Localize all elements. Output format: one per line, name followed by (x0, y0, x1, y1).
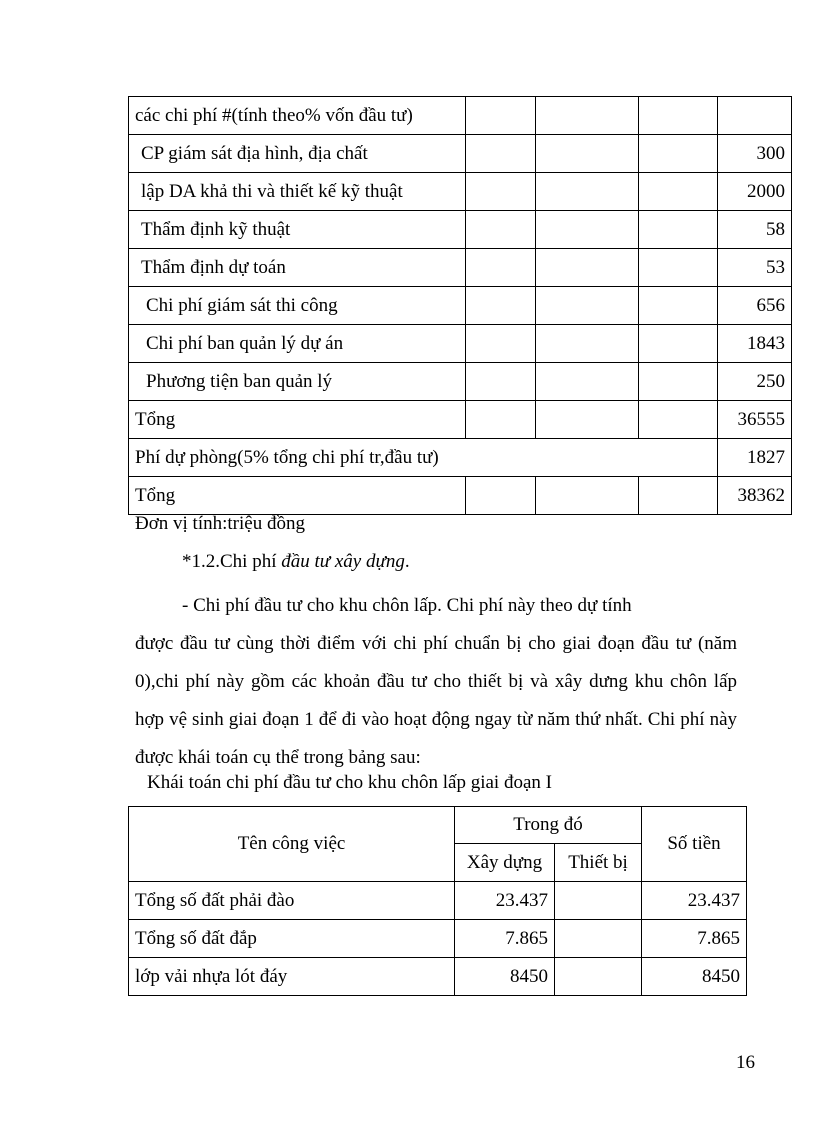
empty-cell (639, 249, 718, 287)
body-paragraph: - Chi phí đầu tư cho khu chôn lấp. Chi phí này theo dự tính được đầu tư cùng thời điểm với chi phí chuẩn bị cho giai đoạn đầu tư (năm 0),chi phí này gồm các khoản đầu tư cho thiết bị và xây dưng khu chôn lấp hợp vệ sinh giai đoạn 1 để đi vào hoạt động ngay từ năm thứ nhất. Chi phí này được khái toán cụ thể trong bảng sau: (135, 595, 737, 768)
empty-cell (536, 325, 639, 363)
empty-cell (466, 97, 536, 135)
empty-cell (536, 401, 639, 439)
unit-note: Đơn vị tính:triệu đồng (135, 513, 305, 534)
empty-cell (466, 325, 536, 363)
empty-cell (639, 477, 718, 515)
task-name: Tổng số đất phải đào (129, 882, 455, 920)
row-value: 1843 (718, 325, 792, 363)
header-equipment: Thiết bị (555, 844, 642, 882)
table-row (129, 97, 792, 135)
equipment-cost (555, 958, 642, 996)
empty-cell (466, 173, 536, 211)
empty-cell (536, 211, 639, 249)
amount: 23.437 (642, 882, 747, 920)
row-value: 58 (718, 211, 792, 249)
table-row (129, 958, 747, 996)
reserve-label: Phí dự phòng(5% tổng chi phí tr,đầu tư) (129, 439, 718, 477)
construction-cost: 7.865 (455, 920, 555, 958)
empty-cell (536, 287, 639, 325)
row-label: Tổng (129, 401, 466, 439)
grand-total-label: Tổng (129, 477, 466, 515)
table-row (129, 920, 747, 958)
row-label: lập DA khả thi và thiết kế kỹ thuật (129, 173, 466, 211)
empty-cell (639, 363, 718, 401)
task-name: lớp vải nhựa lót đáy (129, 958, 455, 996)
row-value: 656 (718, 287, 792, 325)
header-construction: Xây dựng (455, 844, 555, 882)
empty-cell (536, 363, 639, 401)
empty-cell (639, 401, 718, 439)
empty-cell (466, 135, 536, 173)
section-heading-emphasis: đầu tư xây dựng (281, 551, 405, 572)
construction-cost: 23.437 (455, 882, 555, 920)
row-value: 250 (718, 363, 792, 401)
row-label: Chi phí ban quản lý dự án (129, 325, 466, 363)
landfill-cost-table (128, 806, 747, 996)
grand-total-value: 38362 (718, 477, 792, 515)
equipment-cost (555, 882, 642, 920)
row-value: 53 (718, 249, 792, 287)
amount: 8450 (642, 958, 747, 996)
table-row (129, 882, 747, 920)
row-label: Chi phí giám sát thi công (129, 287, 466, 325)
empty-cell (466, 211, 536, 249)
empty-cell (639, 135, 718, 173)
empty-cell (466, 363, 536, 401)
empty-cell (466, 249, 536, 287)
row-value: 36555 (718, 401, 792, 439)
empty-cell (536, 173, 639, 211)
empty-cell (536, 97, 639, 135)
empty-cell (639, 211, 718, 249)
grand-total-row (129, 477, 792, 515)
empty-cell (466, 287, 536, 325)
empty-cell (536, 477, 639, 515)
row-label: Thẩm định dự toán (129, 249, 466, 287)
row-value: 300 (718, 135, 792, 173)
table-row (129, 287, 792, 325)
construction-cost: 8450 (455, 958, 555, 996)
row-label: Thẩm định kỹ thuật (129, 211, 466, 249)
empty-cell (536, 135, 639, 173)
table-row (129, 363, 792, 401)
row-label: các chi phí #(tính theo% vốn đầu tư) (129, 97, 466, 135)
page-number: 16 (736, 1052, 755, 1073)
table-row (129, 211, 792, 249)
row-label: Phương tiện ban quản lý (129, 363, 466, 401)
header-task-name: Tên công việc (129, 807, 455, 882)
empty-cell (466, 477, 536, 515)
empty-cell (536, 249, 639, 287)
reserve-row (129, 439, 792, 477)
table-row (129, 325, 792, 363)
empty-cell (639, 173, 718, 211)
empty-cell (639, 287, 718, 325)
table-row (129, 249, 792, 287)
task-name: Tổng số đất đắp (129, 920, 455, 958)
row-value (718, 97, 792, 135)
row-value: 2000 (718, 173, 792, 211)
reserve-value: 1827 (718, 439, 792, 477)
section-heading: *1.2.Chi phí đầu tư xây dựng. (182, 551, 410, 572)
table-row (129, 135, 792, 173)
amount: 7.865 (642, 920, 747, 958)
table-row (129, 173, 792, 211)
row-label: CP giám sát địa hình, địa chất (129, 135, 466, 173)
table-caption: Khái toán chi phí đầu tư cho khu chôn lấp giai đoạn I (147, 772, 552, 793)
table-row (129, 401, 792, 439)
empty-cell (639, 97, 718, 135)
equipment-cost (555, 920, 642, 958)
empty-cell (639, 325, 718, 363)
empty-cell (466, 401, 536, 439)
header-breakdown: Trong đó (455, 807, 642, 844)
cost-table (128, 96, 792, 515)
header-amount: Số tiền (642, 807, 747, 882)
